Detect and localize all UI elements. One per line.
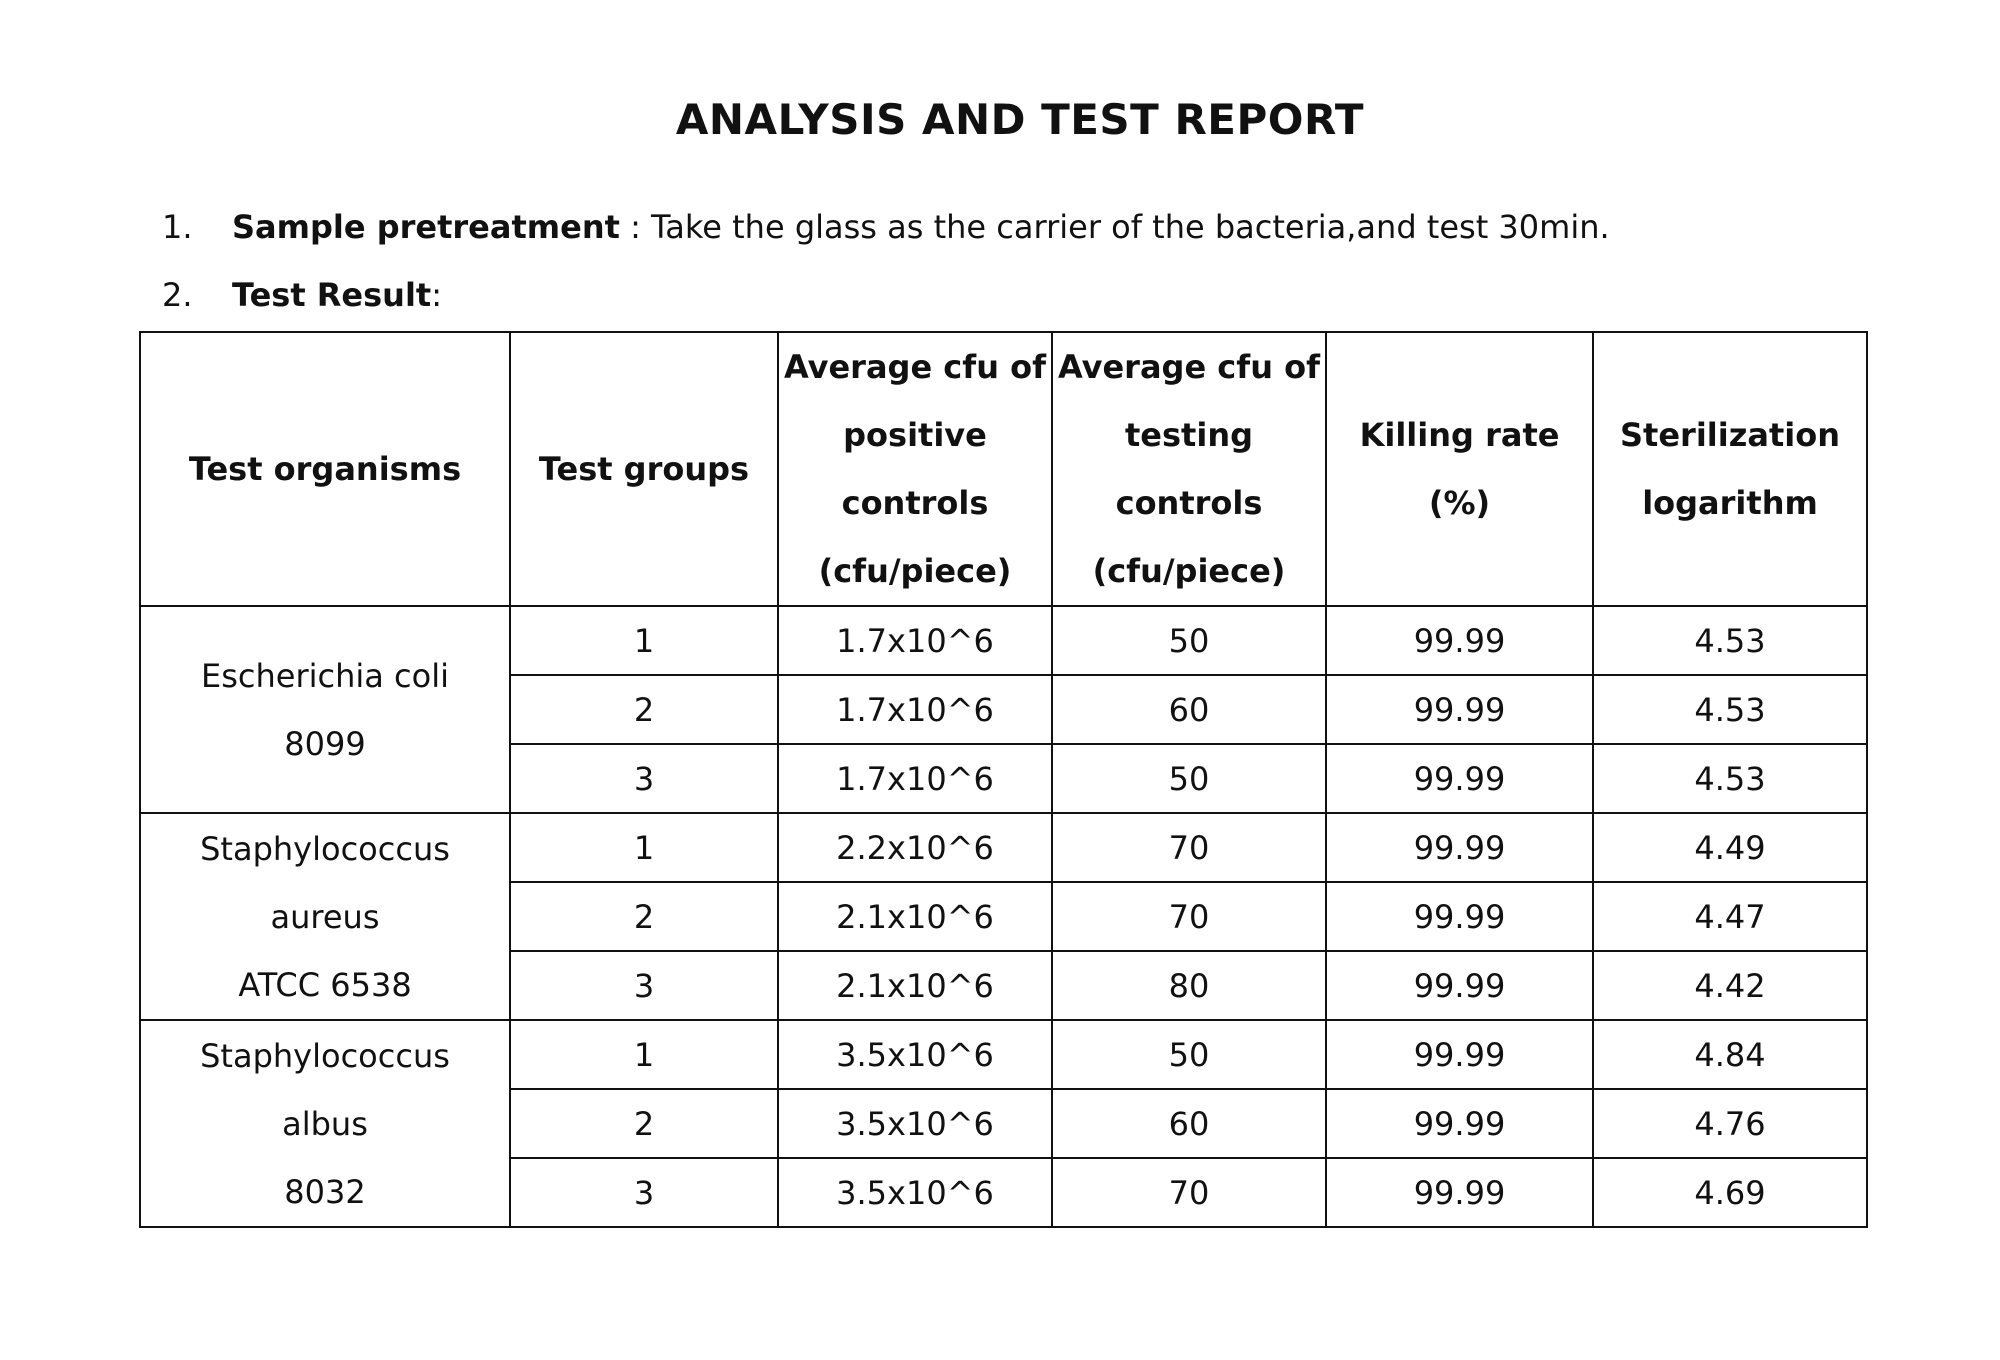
header-line: testing bbox=[1125, 416, 1253, 454]
organism-name-line: Escherichia coli bbox=[201, 656, 449, 695]
group-cell: 2 bbox=[510, 882, 778, 951]
organism-cell bbox=[140, 1020, 510, 1227]
organism-name-line: aureus bbox=[270, 897, 380, 936]
group-cell: 2 bbox=[510, 1089, 778, 1158]
item-number: 1. bbox=[162, 208, 193, 246]
killing-rate-cell: 99.99 bbox=[1326, 606, 1593, 675]
header-test-groups bbox=[510, 332, 778, 606]
organism-name-line: albus bbox=[282, 1104, 368, 1143]
header-line: (%) bbox=[1428, 484, 1491, 522]
group-cell: 1 bbox=[510, 1020, 778, 1089]
logarithm-cell: 4.84 bbox=[1593, 1020, 1867, 1089]
group-cell: 1 bbox=[510, 606, 778, 675]
logarithm-cell: 4.53 bbox=[1593, 744, 1867, 813]
positive-controls-cell: 2.1x10^6 bbox=[778, 951, 1052, 1020]
logarithm-cell: 4.69 bbox=[1593, 1158, 1867, 1227]
header-line: controls bbox=[1115, 484, 1263, 522]
organism-name-line: Staphylococcus bbox=[200, 1036, 450, 1075]
item-label: Test Result bbox=[232, 276, 432, 314]
testing-controls-cell: 70 bbox=[1052, 813, 1326, 882]
killing-rate-cell: 99.99 bbox=[1326, 744, 1593, 813]
header-line: logarithm bbox=[1642, 484, 1818, 522]
killing-rate-cell: 99.99 bbox=[1326, 951, 1593, 1020]
group-cell: 2 bbox=[510, 675, 778, 744]
header-line: Average cfu of bbox=[783, 348, 1047, 386]
logarithm-cell: 4.42 bbox=[1593, 951, 1867, 1020]
killing-rate-cell: 99.99 bbox=[1326, 813, 1593, 882]
positive-controls-cell: 1.7x10^6 bbox=[778, 606, 1052, 675]
header-killing-rate bbox=[1326, 332, 1593, 606]
header-line: Test groups bbox=[538, 450, 750, 488]
logarithm-cell: 4.47 bbox=[1593, 882, 1867, 951]
positive-controls-cell: 3.5x10^6 bbox=[778, 1158, 1052, 1227]
organism-name-line: 8099 bbox=[284, 724, 366, 763]
testing-controls-cell: 50 bbox=[1052, 606, 1326, 675]
positive-controls-cell: 1.7x10^6 bbox=[778, 744, 1052, 813]
positive-controls-cell: 3.5x10^6 bbox=[778, 1020, 1052, 1089]
header-positive-controls bbox=[778, 332, 1052, 606]
organism-name-line: ATCC 6538 bbox=[238, 965, 412, 1004]
header-sterilization-logarithm bbox=[1593, 332, 1867, 606]
testing-controls-cell: 50 bbox=[1052, 1020, 1326, 1089]
group-cell: 3 bbox=[510, 951, 778, 1020]
positive-controls-cell: 1.7x10^6 bbox=[778, 675, 1052, 744]
organism-name-line: 8032 bbox=[284, 1172, 366, 1211]
logarithm-cell: 4.53 bbox=[1593, 606, 1867, 675]
testing-controls-cell: 50 bbox=[1052, 744, 1326, 813]
testing-controls-cell: 80 bbox=[1052, 951, 1326, 1020]
item-separator: : bbox=[619, 208, 652, 246]
logarithm-cell: 4.49 bbox=[1593, 813, 1867, 882]
group-cell: 3 bbox=[510, 744, 778, 813]
testing-controls-cell: 70 bbox=[1052, 1158, 1326, 1227]
item-sample-pretreatment bbox=[162, 208, 1610, 246]
organism-cell bbox=[140, 606, 510, 813]
header-line: Sterilization bbox=[1620, 416, 1840, 454]
item-text: Take the glass as the carrier of the bacteria,and test 30min. bbox=[651, 208, 1610, 246]
header-test-organisms bbox=[140, 332, 510, 606]
header-line: positive bbox=[843, 416, 987, 454]
positive-controls-cell: 3.5x10^6 bbox=[778, 1089, 1052, 1158]
testing-controls-cell: 70 bbox=[1052, 882, 1326, 951]
table-row bbox=[140, 1020, 1867, 1089]
item-separator: : bbox=[431, 276, 442, 314]
header-line: (cfu/piece) bbox=[1092, 552, 1286, 590]
killing-rate-cell: 99.99 bbox=[1326, 1158, 1593, 1227]
logarithm-cell: 4.53 bbox=[1593, 675, 1867, 744]
report-title: ANALYSIS AND TEST REPORT bbox=[675, 95, 1365, 144]
table-row bbox=[140, 813, 1867, 882]
killing-rate-cell: 99.99 bbox=[1326, 675, 1593, 744]
table-header-row bbox=[140, 332, 1867, 606]
testing-controls-cell: 60 bbox=[1052, 675, 1326, 744]
group-cell: 3 bbox=[510, 1158, 778, 1227]
organism-name-line: Staphylococcus bbox=[200, 829, 450, 868]
positive-controls-cell: 2.2x10^6 bbox=[778, 813, 1052, 882]
item-number: 2. bbox=[162, 276, 193, 314]
killing-rate-cell: 99.99 bbox=[1326, 882, 1593, 951]
item-test-result bbox=[162, 276, 442, 314]
header-line: (cfu/piece) bbox=[818, 552, 1012, 590]
header-line: Test organisms bbox=[188, 450, 462, 488]
group-cell: 1 bbox=[510, 813, 778, 882]
table-row bbox=[140, 606, 1867, 675]
positive-controls-cell: 2.1x10^6 bbox=[778, 882, 1052, 951]
header-line: Average cfu of bbox=[1057, 348, 1321, 386]
killing-rate-cell: 99.99 bbox=[1326, 1020, 1593, 1089]
item-label: Sample pretreatment bbox=[232, 208, 620, 246]
results-table bbox=[139, 331, 1868, 1228]
testing-controls-cell: 60 bbox=[1052, 1089, 1326, 1158]
header-line: Killing rate bbox=[1359, 416, 1560, 454]
header-line: controls bbox=[841, 484, 989, 522]
killing-rate-cell: 99.99 bbox=[1326, 1089, 1593, 1158]
organism-cell bbox=[140, 813, 510, 1020]
logarithm-cell: 4.76 bbox=[1593, 1089, 1867, 1158]
header-testing-controls bbox=[1052, 332, 1326, 606]
